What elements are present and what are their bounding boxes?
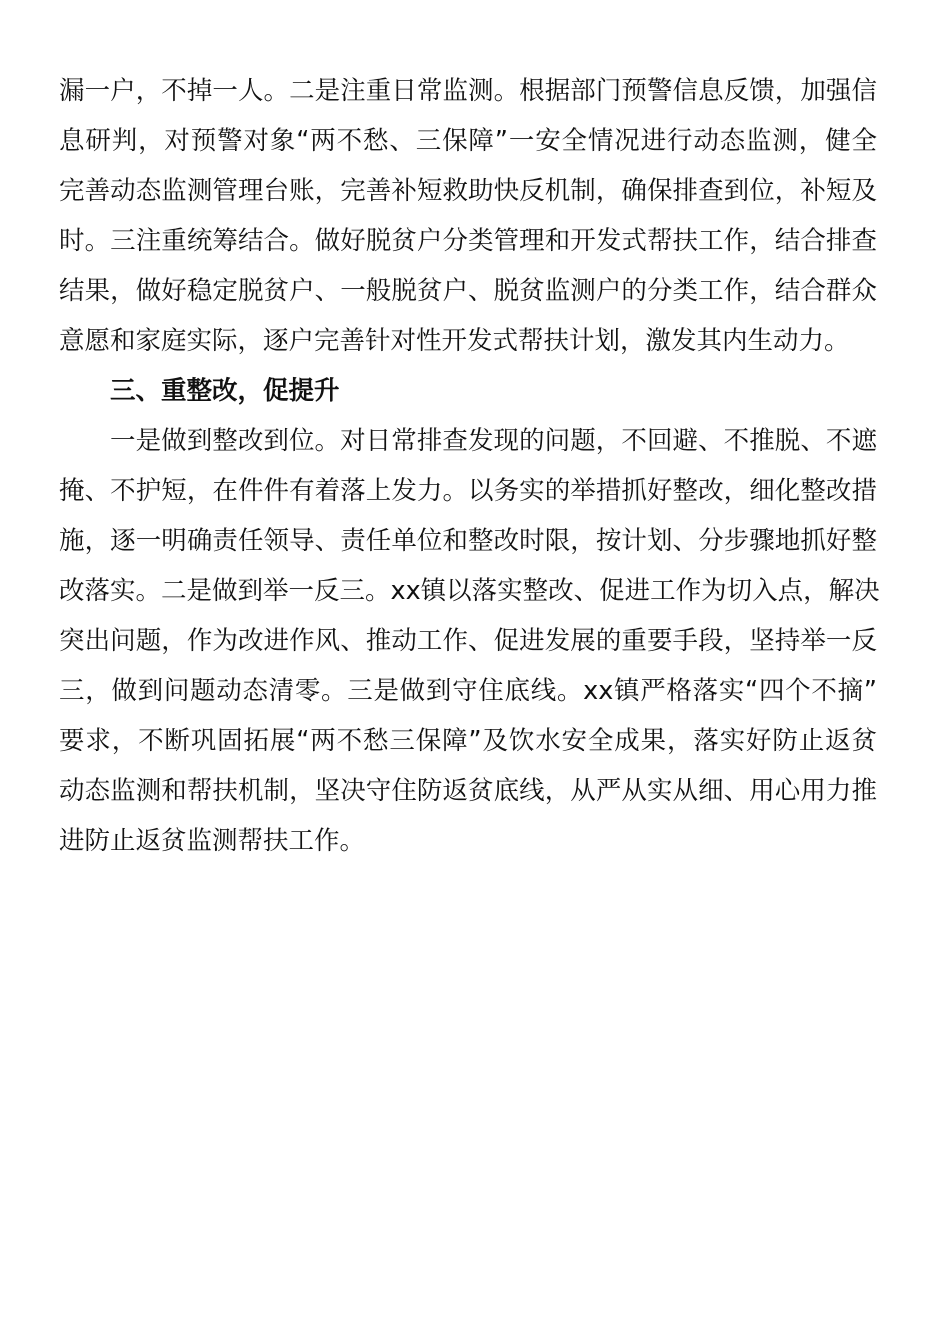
text-line: 时。三注重统筹结合。做好脱贫户分类管理和开发式帮扶工作，结合排查 [59, 226, 877, 256]
text-line: 一是做到整改到位。对日常排查发现的问题，不回避、不推脱、不遮 [110, 426, 877, 456]
text-line: 漏一户，不掉一人。二是注重日常监测。根据部门预警信息反馈，加强信 [59, 76, 877, 106]
paragraph-rectification [59, 416, 880, 866]
text-line: 掩、不护短，在件件有着落上发力。以务实的举措抓好整改，细化整改措 [59, 476, 877, 506]
text-line: 结果，做好稳定脱贫户、一般脱贫户、脱贫监测户的分类工作，结合群众 [59, 276, 877, 306]
text-line: 要求，不断巩固拓展“两不愁三保障”及饮水安全成果，落实好防止返贫 [59, 726, 877, 756]
text-line: 施，逐一明确责任领导、责任单位和整改时限，按计划、分步骤地抓好整 [59, 526, 877, 556]
text-line: 三，做到问题动态清零。三是做到守住底线。xx镇严格落实“四个不摘” [59, 676, 877, 706]
text-line: 突出问题，作为改进作风、推动工作、促进发展的重要手段，坚持举一反 [59, 626, 877, 656]
text-line: 动态监测和帮扶机制，坚决守住防返贫底线，从严从实从细、用心用力推 [59, 776, 877, 806]
text-line: 改落实。二是做到举一反三。xx镇以落实整改、促进工作为切入点，解决 [59, 576, 880, 606]
text-line: 息研判，对预警对象“两不愁、三保障”一安全情况进行动态监测，健全 [59, 126, 877, 156]
text-line: 进防止返贫监测帮扶工作。 [59, 826, 366, 856]
section-heading: 三、重整改，促提升 [110, 376, 340, 406]
text-line: 意愿和家庭实际，逐户完善针对性开发式帮扶计划，激发其内生动力。 [59, 326, 850, 356]
text-line: 完善动态监测管理台账，完善补短救助快反机制，确保排查到位，补短及 [59, 176, 877, 206]
paragraph-monitoring [59, 66, 877, 366]
document-body [59, 66, 880, 866]
